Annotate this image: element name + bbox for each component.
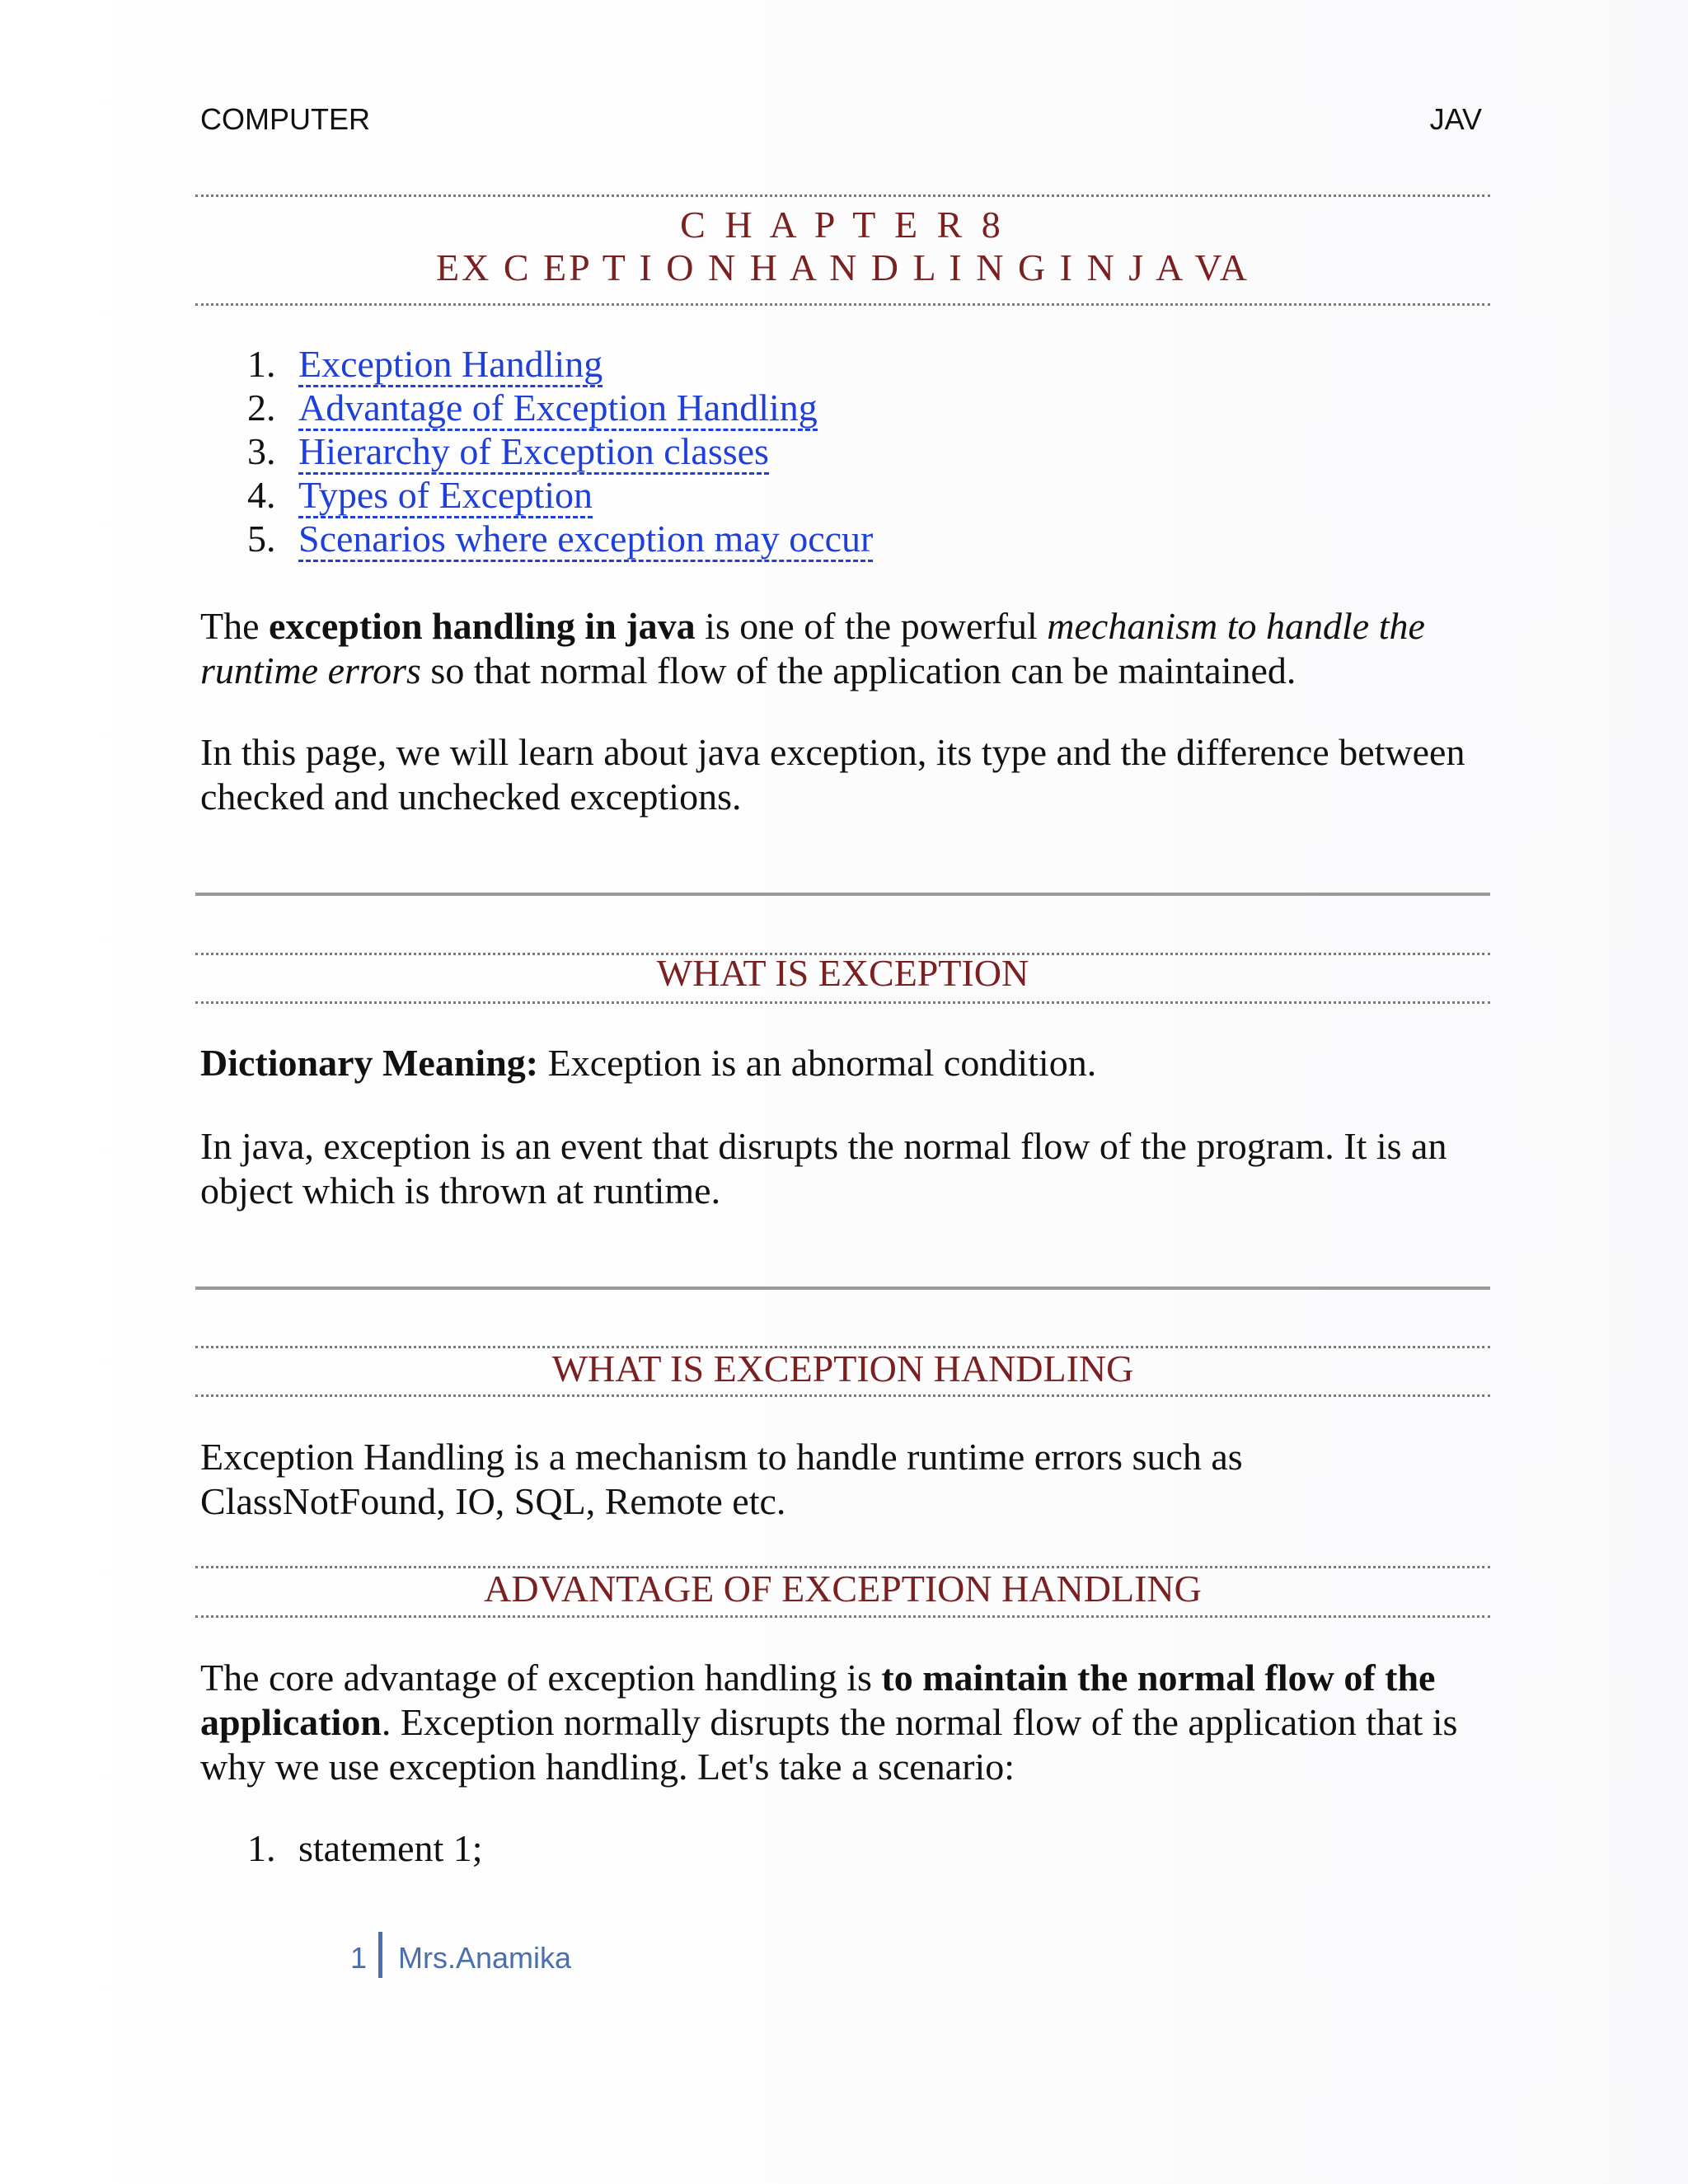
toc-item	[247, 517, 873, 560]
intro-text-e: so that normal flow of the application can be maintained.	[420, 649, 1296, 691]
toc-link-scenarios[interactable]: Scenarios where exception may occur	[298, 518, 873, 562]
intro-text-a: The	[200, 605, 270, 647]
intro-bold-term: exception handling in java	[269, 605, 696, 647]
dictionary-label: Dictionary Meaning:	[200, 1042, 539, 1084]
footer-author: Mrs.Anamika	[398, 1941, 572, 1975]
list-number: 1.	[247, 1827, 276, 1869]
section-title-advantage: ADVANTAGE OF EXCEPTION HANDLING	[484, 1568, 1202, 1610]
advantage-bold-phrase: to maintain the normal flow of the application	[200, 1657, 1436, 1743]
chapter-label: C H A P T E R 8	[680, 204, 1006, 246]
toc-number: 1.	[247, 343, 276, 385]
toc-item	[247, 429, 873, 473]
page-number: 1	[350, 1941, 368, 1975]
toc-number: 4.	[247, 474, 276, 516]
section-bottom-divider	[195, 1001, 1490, 1004]
section-rule	[195, 1286, 1490, 1290]
list-item	[247, 1826, 483, 1871]
toc-item	[247, 473, 873, 517]
exception-handling-definition: Exception Handling is a mechanism to handle runtime errors such as ClassNotFound, IO, SQL, Remote etc.	[200, 1436, 1243, 1522]
intro-italic-phrase: mechanism to handle the runtime errors	[200, 605, 1425, 691]
dictionary-meaning	[200, 1041, 1490, 1085]
intro-paragraph	[200, 604, 1490, 693]
list-text: statement 1;	[298, 1827, 483, 1869]
toc-number: 3.	[247, 430, 276, 472]
exception-definition: In java, exception is an event that disrupts the normal flow of the program. It is an object which is thrown at runtime.	[200, 1125, 1447, 1212]
advantage-text-a: The core advantage of exception handling is	[200, 1657, 882, 1699]
toc-number: 5.	[247, 518, 276, 560]
chapter-top-divider	[195, 194, 1490, 197]
toc-link-advantage[interactable]: Advantage of Exception Handling	[298, 387, 818, 431]
section-bottom-divider	[195, 1615, 1490, 1618]
header-subject: COMPUTER	[200, 102, 370, 136]
section-title-what-is-exception-handling: WHAT IS EXCEPTION HANDLING	[551, 1347, 1134, 1390]
section-title-what-is-exception: WHAT IS EXCEPTION	[656, 952, 1029, 994]
advantage-text-c: . Exception normally disrupts the normal flow of the application that is why we use exception handling. Let's take a scenario:	[200, 1701, 1458, 1788]
chapter-title: EX C EP T I O N H A N D L I N G I N J A VA	[436, 246, 1250, 288]
chapter-bottom-divider	[195, 303, 1490, 306]
section-bottom-divider	[195, 1394, 1490, 1397]
toc-number: 2.	[247, 387, 276, 429]
footer-divider-bar	[378, 1932, 382, 1978]
toc-link-hierarchy[interactable]: Hierarchy of Exception classes	[298, 430, 769, 475]
toc-link-types[interactable]: Types of Exception	[298, 474, 593, 518]
toc-item	[247, 342, 873, 386]
header-course: JAV	[1429, 102, 1482, 136]
intro-paragraph-2: In this page, we will learn about java exception, its type and the difference between checked and unchecked exceptions.	[200, 731, 1465, 818]
toc-item	[247, 386, 873, 429]
dictionary-text: Exception is an abnormal condition.	[538, 1042, 1097, 1084]
advantage-paragraph	[200, 1656, 1490, 1789]
table-of-contents	[247, 342, 873, 560]
toc-link-exception-handling[interactable]: Exception Handling	[298, 343, 603, 387]
section-rule	[195, 893, 1490, 896]
intro-text-c: is one of the powerful	[695, 605, 1048, 647]
